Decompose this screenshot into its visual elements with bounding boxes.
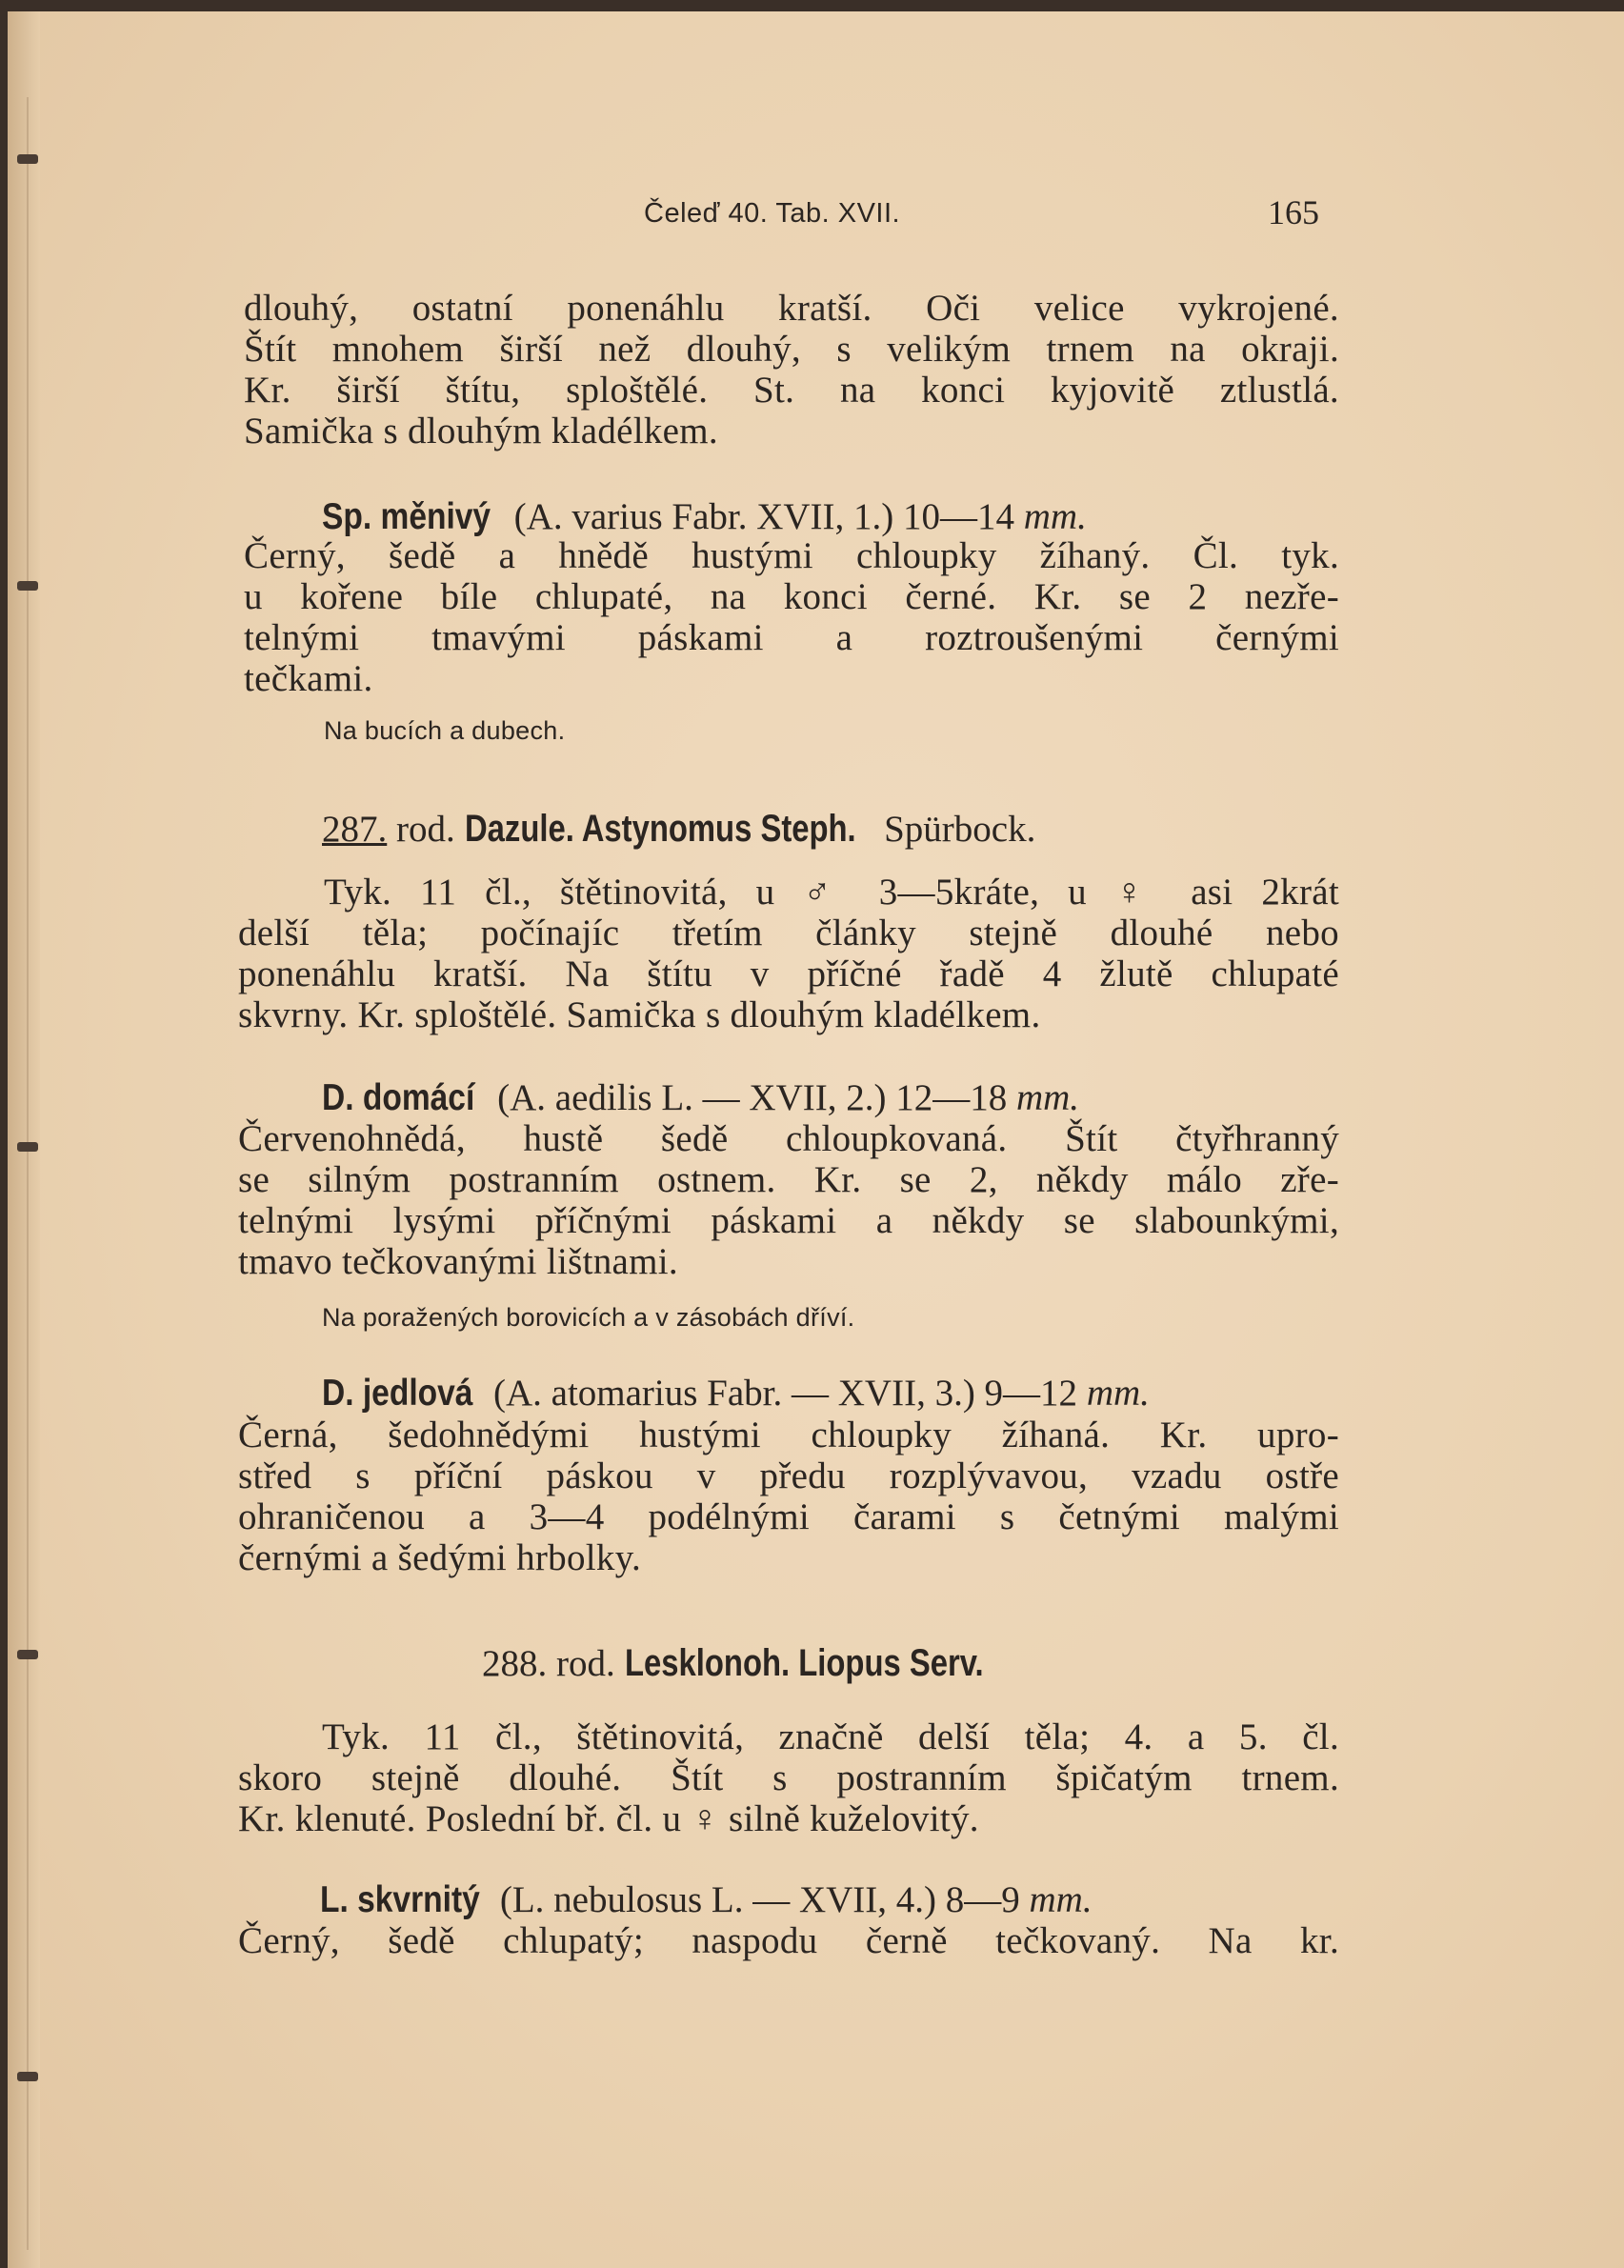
text-line: telnými lysými příčnými páskami a někdy se slabounkými,: [238, 1200, 1339, 1241]
text-line: Černá, šedohnědými hustými chloupky žíhaná. Kr. upro-: [238, 1415, 1339, 1455]
species-description: [238, 1415, 1339, 1578]
genus-description: [238, 872, 1339, 1035]
genus-description: [238, 1716, 1339, 1839]
text-line: Štít mnohem širší než dlouhý, s velikým trnem na okraji.: [244, 329, 1339, 370]
text-line: tmavo tečkovanými lištnami.: [238, 1241, 678, 1282]
species-description: [244, 535, 1339, 699]
binding-mark: [17, 154, 38, 164]
unit: mm.: [1023, 496, 1087, 537]
text-line: Červenohnědá, hustě šedě chloupkovaná. Štít čtyřhranný: [238, 1118, 1339, 1159]
binding-mark: [17, 2072, 38, 2081]
species-name: Sp. měnivý: [322, 496, 491, 537]
genus-heading: [322, 808, 1035, 851]
text-line: ponenáhlu kratší. Na štítu v příčné řadě 4 žlutě chlupaté: [238, 953, 1339, 994]
text-line: u kořene bíle chlupaté, na konci černé. Kr. se 2 nezře-: [244, 576, 1339, 617]
text-line: ohraničenou a 3—4 podélnými čarami s četnými malými: [238, 1496, 1339, 1537]
genus-german-name: Spürbock.: [874, 809, 1036, 850]
unit: mm.: [1086, 1373, 1150, 1414]
intro-paragraph: [244, 288, 1339, 452]
book-page: [8, 11, 1624, 2268]
text-line: telnými tmavými páskami a roztroušenými černými: [244, 617, 1339, 658]
species-heading: [322, 1076, 1079, 1119]
text-line: se silným postranním ostnem. Kr. se 2, někdy málo zře-: [238, 1159, 1339, 1200]
text-line: Černý, šedě chlupatý; naspodu černě tečkovaný. Na kr.: [238, 1920, 1339, 1961]
species-reference: (L. nebulosus L. — XVII, 4.) 8—9: [491, 1879, 1030, 1920]
text-line: Tyk. 11 čl., štětinovitá, značně delší těla; 4. a 5. čl.: [322, 1716, 1339, 1757]
text-line: delší těla; počínajíc třetím články stejně dlouhé nebo: [238, 913, 1339, 953]
genus-name: Lesklonoh. Liopus Serv.: [624, 1642, 984, 1684]
text-line: skvrny. Kr. sploštělé. Samička s dlouhým kladélkem.: [238, 994, 1041, 1035]
species-description: [238, 1118, 1339, 1282]
species-name: D. jedlová: [322, 1373, 473, 1414]
species-reference: (A. aedilis L. — XVII, 2.) 12—18: [488, 1077, 1016, 1118]
text-line: střed s příční páskou v předu rozplývavou, vzadu ostře: [238, 1455, 1339, 1496]
species-name: L. skvrnitý: [320, 1879, 480, 1920]
binding-crease: [27, 97, 29, 2250]
text-line: Tyk. 11 čl., štětinovitá, u ♂ 3—5kráte, u ♀ asi 2krát: [324, 872, 1339, 913]
genus-rod: rod.: [387, 809, 465, 850]
genus-name: Dazule. Astynomus Steph.: [464, 808, 856, 850]
text-line: tečkami.: [244, 658, 373, 699]
species-heading: [322, 495, 1087, 538]
genus-heading: [482, 1642, 1062, 1685]
text-line: černými a šedými hrbolky.: [238, 1537, 642, 1578]
text-line: skoro stejně dlouhé. Štít s postranním špičatým trnem.: [238, 1757, 1339, 1798]
genus-number: 288.: [482, 1643, 548, 1684]
habitat-note: Na bucích a dubech.: [324, 716, 566, 745]
species-reference: (A. varius Fabr. XVII, 1.) 10—14: [504, 496, 1024, 537]
binding-mark: [17, 1142, 38, 1152]
species-name: D. domácí: [322, 1077, 475, 1118]
genus-number: 287.: [322, 809, 388, 850]
binding-mark: [17, 581, 38, 591]
page-number: 165: [1268, 193, 1319, 231]
unit: mm.: [1029, 1879, 1093, 1920]
species-reference: (A. atomarius Fabr. — XVII, 3.) 9—12: [484, 1373, 1087, 1414]
species-heading: [320, 1878, 1093, 1921]
unit: mm.: [1015, 1077, 1080, 1118]
text-line: Samička s dlouhým kladélkem.: [244, 411, 718, 452]
text-line: dlouhý, ostatní ponenáhlu kratší. Oči velice vykrojené.: [244, 288, 1339, 329]
text-line: Černý, šedě a hnědě hustými chloupky žíhaný. Čl. tyk.: [244, 535, 1339, 576]
text-line: Kr. klenuté. Poslední bř. čl. u ♀ silně kuželovitý.: [238, 1798, 979, 1839]
text-line: Kr. širší štítu, sploštělé. St. na konci kyjovitě ztlustlá.: [244, 370, 1339, 411]
page-binding-edge: [8, 11, 40, 2268]
species-heading: [322, 1372, 1150, 1415]
running-header: Čeleď 40. Tab. XVII.: [644, 198, 901, 229]
habitat-note: Na poražených borovicích a v zásobách dříví.: [322, 1303, 855, 1332]
genus-rod: rod.: [547, 1643, 625, 1684]
binding-mark: [17, 1650, 38, 1659]
species-description: [238, 1920, 1339, 1961]
